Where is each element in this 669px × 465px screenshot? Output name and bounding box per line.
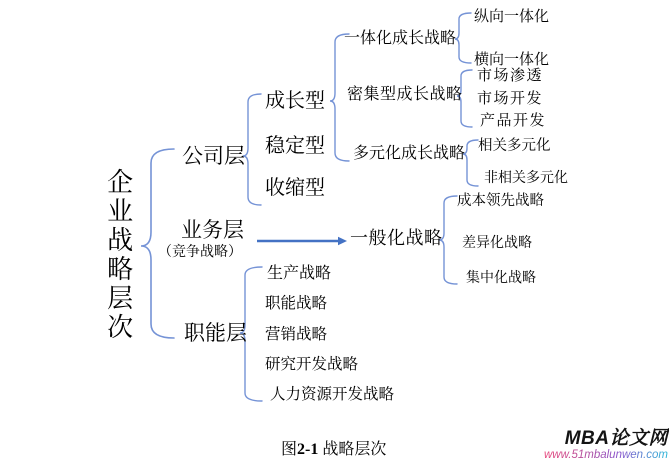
leaf-cost-leadership: 成本领先战略 xyxy=(457,193,544,209)
leaf-production-strategy: 生产战略 xyxy=(267,265,332,282)
leaf-vertical-integration: 纵向一体化 xyxy=(474,9,550,25)
leaf-unrelated-diversification: 非相关多元化 xyxy=(484,171,568,186)
leaf-hr-development-strategy: 人力资源开发战略 xyxy=(270,386,395,403)
integration-growth-strategy-label: 一体化成长战略 xyxy=(344,30,457,47)
figure-caption-prefix: 图 xyxy=(281,441,298,458)
leaf-product-development: 产品开发 xyxy=(480,113,547,129)
functional-level-label: 职能层 xyxy=(184,321,247,345)
company-level-label: 公司层 xyxy=(182,144,245,168)
business-level-label: 业务层 xyxy=(181,218,244,242)
figure-caption-title: 战略层次 xyxy=(322,441,387,458)
company-brace xyxy=(243,94,261,205)
company-type-stable: 稳定型 xyxy=(265,135,325,157)
integration-brace xyxy=(455,13,471,63)
leaf-related-diversification: 相关多元化 xyxy=(478,138,551,154)
diversification-growth-strategy-label: 多元化成长战略 xyxy=(353,145,466,162)
figure-caption xyxy=(281,436,386,459)
watermark-site-name: MBA论文网 xyxy=(564,428,668,449)
leaf-marketing-strategy: 营销战略 xyxy=(265,326,328,343)
generic-strategy-label: 一般化战略 xyxy=(350,228,443,248)
leaf-horizontal-integration: 横向一体化 xyxy=(474,52,550,68)
root-brace xyxy=(141,149,174,338)
diversification-brace xyxy=(463,140,478,186)
leaf-market-penetration: 市场渗透 xyxy=(477,68,544,84)
business-level-note: （竞争战略） xyxy=(158,245,242,260)
leaf-market-development: 市场开发 xyxy=(477,91,544,107)
company-type-growth: 成长型 xyxy=(265,90,325,112)
watermark xyxy=(544,429,668,461)
root-label: 企业战略层次 xyxy=(103,168,133,342)
arrowhead-icon xyxy=(338,237,347,245)
company-type-retrench: 收缩型 xyxy=(265,177,325,199)
leaf-focus: 集中化战略 xyxy=(466,271,536,286)
figure-caption-number: 2-1 xyxy=(297,441,319,458)
leaf-rnd-strategy: 研究开发战略 xyxy=(265,356,359,373)
intensive-growth-strategy-label: 密集型成长战略 xyxy=(347,86,463,103)
leaf-functional-strategy: 职能战略 xyxy=(265,295,328,312)
leaf-differentiation: 差异化战略 xyxy=(462,236,532,251)
watermark-site-url: www.51mbalunwen.com xyxy=(543,448,668,461)
